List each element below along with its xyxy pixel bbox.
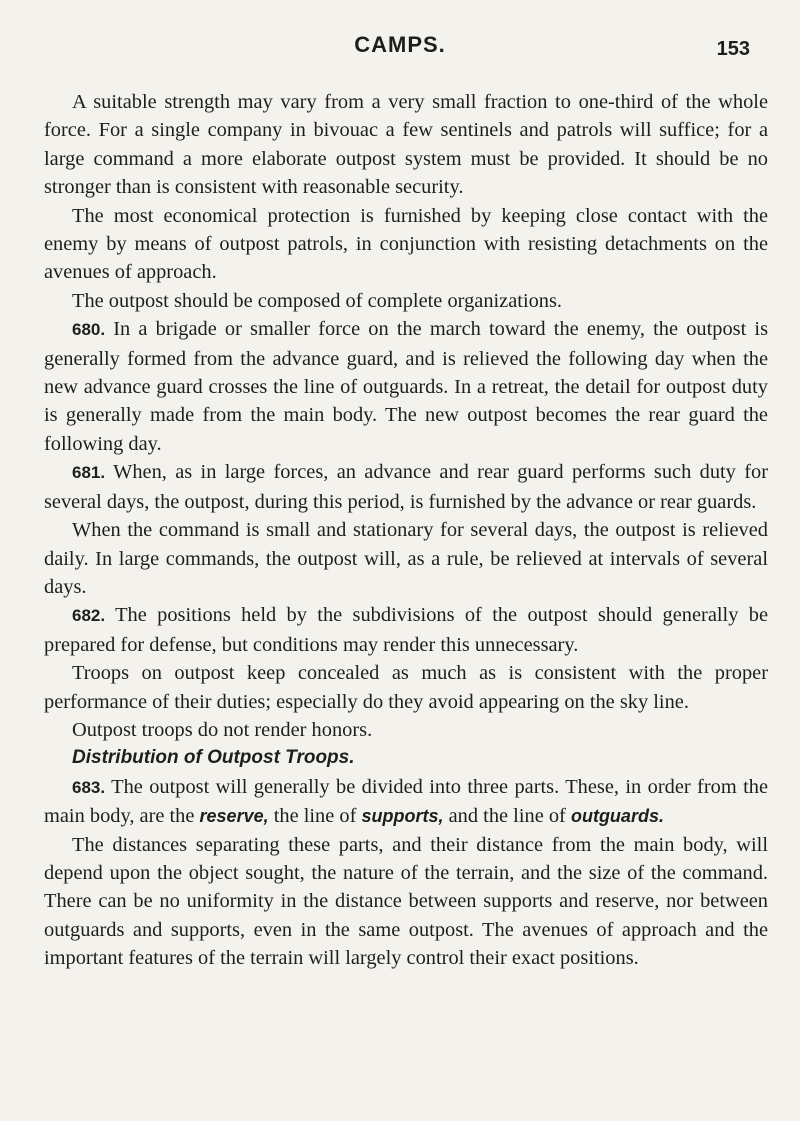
numbered-paragraph bbox=[44, 458, 768, 516]
paragraph: When the command is small and stationary for several days, the outpost is relieved daily. In large commands, the outpost will, as a rule, be relieved at intervals of several days. bbox=[44, 519, 768, 598]
term-supports: supports, bbox=[361, 806, 444, 827]
paragraph-text: The outpost will generally be divided into three parts. These, in order from the main body, are the bbox=[44, 775, 768, 828]
running-head bbox=[0, 32, 800, 62]
term-reserve: reserve, bbox=[199, 806, 269, 827]
paragraph-text: The positions held by the subdivisions of the outpost should generally be prepared for defense, but conditions may render this unnecessary. bbox=[44, 604, 769, 656]
body-text bbox=[44, 88, 768, 973]
paragraph-text: and the line of bbox=[448, 805, 566, 828]
paragraph-text: the line of bbox=[273, 805, 357, 828]
paragraph: A suitable strength may vary from a very small fraction to one-third of the whole force. For a single company in bivouac a few sentinels and patrols will suffice; for a large command a more elaborate outpost system must be provided. It should be no stronger than is consistent with reasonable security. bbox=[44, 91, 768, 199]
term-outguards: outguards. bbox=[570, 806, 664, 827]
paragraph-number: 682. bbox=[72, 606, 106, 626]
paragraph: Troops on outpost keep concealed as much as is consistent with the proper performance of their duties; especially do they avoid appearing on the sky line. bbox=[44, 662, 768, 713]
paragraph: The distances separating these parts, and their distance from the main body, will depend upon the object sought, the nature of the terrain, and the size of the command. There can be no uniformity in the distance between supports and reserve, nor between outguards and supports, even in the same outpost. The avenues of approach and the important features of the terrain will largely control their exact positions. bbox=[44, 833, 768, 970]
numbered-paragraph bbox=[44, 315, 768, 458]
chapter-title: CAMPS. bbox=[354, 32, 446, 57]
paragraph: Outpost troops do not render honors. bbox=[72, 718, 373, 741]
paragraph: The outpost should be composed of complete organizations. bbox=[72, 289, 563, 312]
page-number: 153 bbox=[716, 38, 750, 60]
paragraph-number: 683. bbox=[72, 777, 106, 797]
paragraph-text: In a brigade or smaller force on the march toward the enemy, the outpost is generally formed from the advance guard, and is relieved the following day when the new advance guard crosses the line of outguards. In a retreat, the detail for outpost duty is generally made from the main body. The new outpost becomes the rear guard the following day. bbox=[44, 318, 768, 455]
numbered-paragraph bbox=[44, 773, 768, 831]
paragraph-number: 680. bbox=[72, 320, 106, 340]
numbered-paragraph bbox=[44, 601, 768, 659]
paragraph-number: 681. bbox=[72, 463, 106, 483]
section-heading: Distribution of Outpost Troops. bbox=[72, 747, 355, 769]
paragraph-text: When, as in large forces, an advance and rear guard performs such duty for several days, the outpost, during this period, is furnished by the advance or rear guards. bbox=[44, 461, 768, 513]
paragraph: The most economical protection is furnished by keeping close contact with the enemy by means of outpost patrols, in conjunction with resisting detachments on the avenues of approach. bbox=[44, 204, 768, 284]
